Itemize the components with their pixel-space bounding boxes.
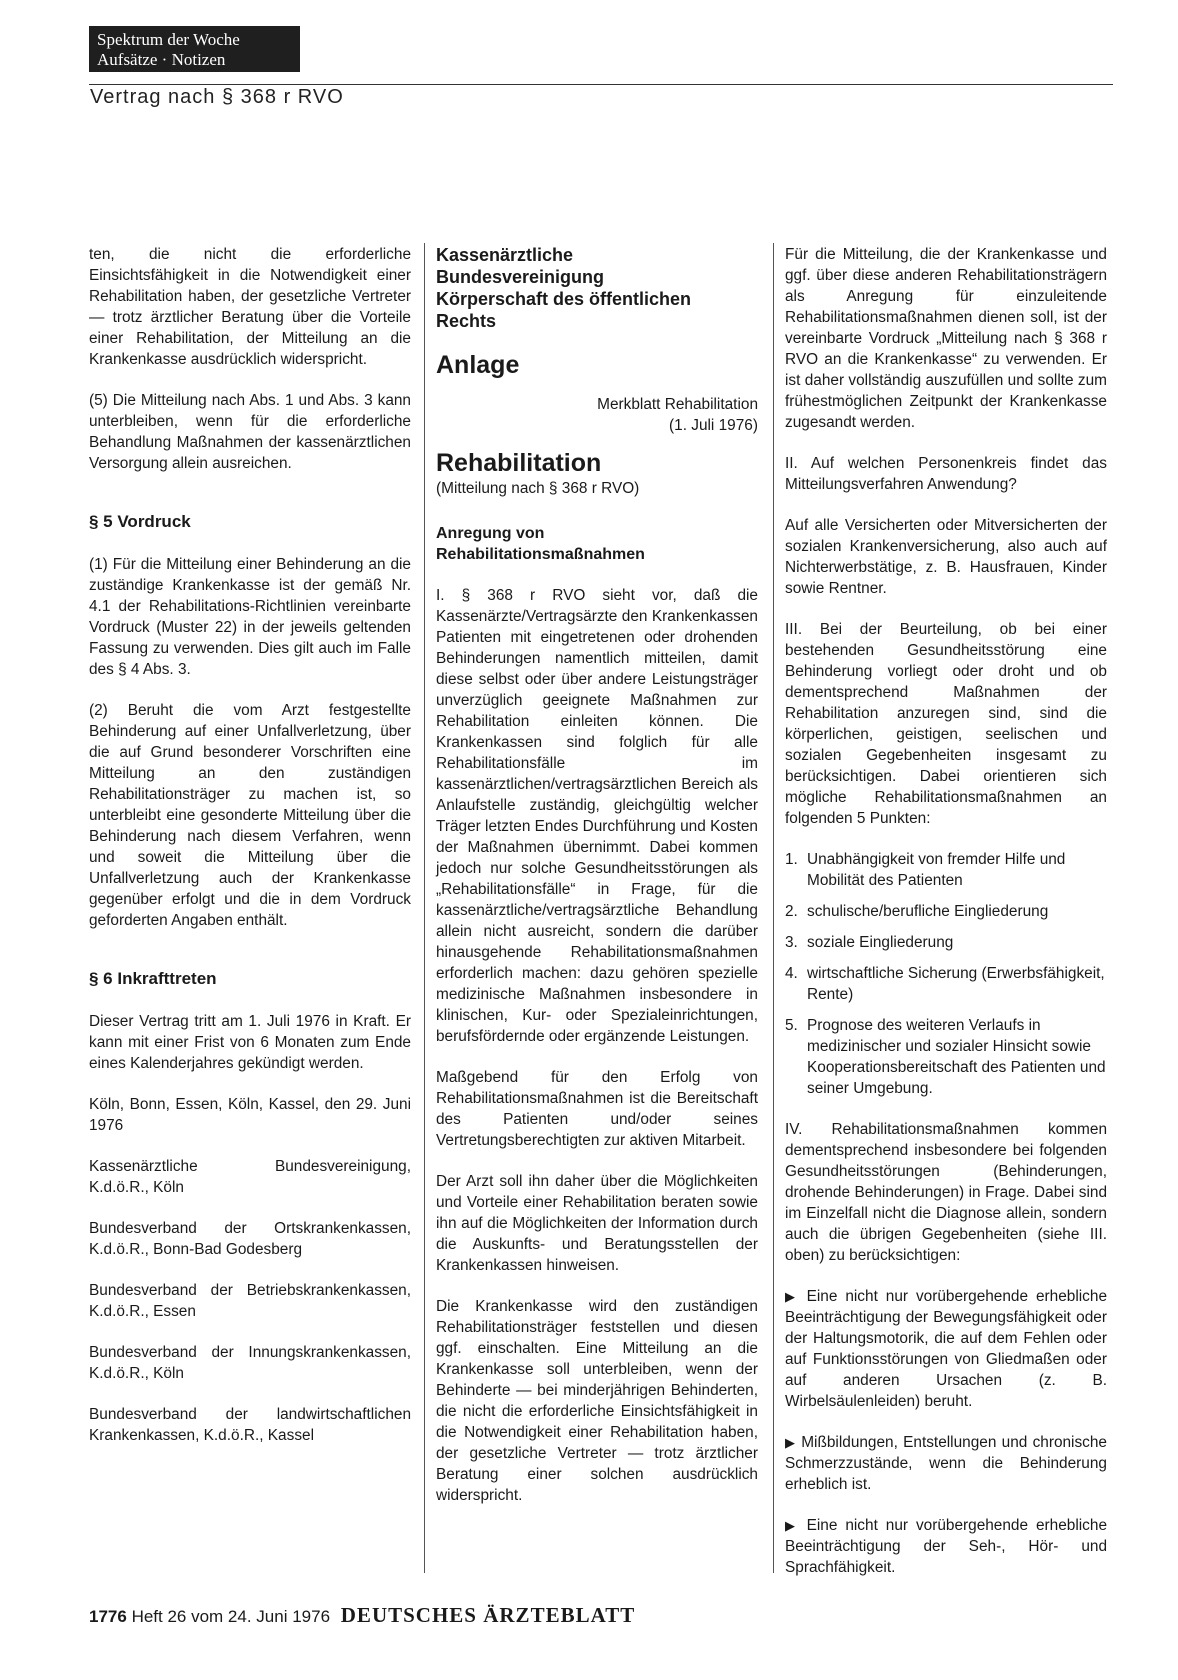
column-divider-1 [424,243,425,1573]
list-item [785,849,1107,891]
paragraph: Für die Mitteilung, die der Krankenkasse und ggf. über diese anderen Rehabilitationsträgern als Anregung für einzuleitende Rehabilitationsmaßnahmen dienen soll, ist der vereinbarte Vordruck „Mitteilung nach § 368 r RVO an die Krankenkasse“ zu verwenden. Er ist daher vollständig auszufüllen und sollte zum frühestmöglichen Zeitpunkt der Krankenkasse zugesandt werden. [785,246,1107,431]
list-item [785,963,1107,1005]
rehabilitation-subheading: (Mitteilung nach § 368 r RVO) [436,480,640,497]
list-text: soziale Eingliederung [807,934,954,951]
paragraph: Maßgebend für den Erfolg von Rehabilitationsmaßnahmen ist die Bereitschaft des Patienten und/oder seines Vertretungsberechtigten zur aktiven Mitarbeit. [436,1069,758,1149]
merkblatt-title: Merkblatt Rehabilitation [597,396,758,413]
paragraph: (1) Für die Mitteilung einer Behinderung an die zuständige Krankenkasse ist der gemäß Nr. 4.1 der Rehabilitations-Richtlinien vereinbarte Vordruck (Muster 22) in der jeweils geltenden Fassung zu verwenden. Dies gilt auch im Falle des § 4 Abs. 3. [89,556,411,678]
signatory-4: Bundesverband der Innungskrankenkassen, K.d.ö.R., Köln [89,1344,411,1382]
list-item [785,1015,1107,1099]
section-heading-5: § 5 Vordruck [89,512,191,531]
page-footer [89,1603,635,1628]
badge-line-1: Spektrum der Woche [97,30,240,49]
bullet-item [785,1432,1107,1495]
list-number: 5. [785,1017,798,1034]
paragraph: Die Krankenkasse wird den zuständigen Rehabilitationsträger feststellen und diesen ggf. einschalten. Eine Mitteilung an die Krankenkasse soll unterbleiben, wenn der Behinderte — bei minderjährigen Behinderten, die nicht die erforderliche Einsichtsfähigkeit in die Notwendigkeit einer Rehabilitation haben, der gesetzliche Vertreter — trotz ärztlicher Beratung einer solchen ausdrücklich widerspricht. [436,1298,758,1504]
badge-line-2: Aufsätze · Notizen [97,50,226,69]
list-text: schulische/berufliche Eingliederung [807,903,1049,920]
bullet-text: Eine nicht nur vorübergehende erhebliche Beeinträchtigung der Bewegungsfähigkeit oder der Haltungsmotorik, die auf dem Fehlen oder auf Funktionsstörungen von Gliedmaßen oder auf anderen Ursachen (z. B. Wirbelsäulenleiden) beruht. [785,1288,1107,1410]
org-line: Bundesvereinigung [436,267,605,287]
magazine-name: DEUTSCHES ÄRZTEBLATT [340,1603,636,1627]
list-item [785,932,1107,953]
section-badge [89,26,300,72]
signatory-3: Bundesverband der Betriebskrankenkassen, K.d.ö.R., Essen [89,1282,411,1320]
column-2 [436,244,758,1506]
bullet-text: Mißbildungen, Entstellungen und chronische Schmerzzustände, wenn die Behinderung erheblich ist. [785,1434,1107,1493]
list-text: Unabhängigkeit von fremder Hilfe und Mobilität des Patienten [807,851,1066,889]
paragraph: II. Auf welchen Personenkreis findet das Mitteilungsverfahren Anwendung? [785,455,1107,493]
signatory-2: Bundesverband der Ortskrankenkassen, K.d.ö.R., Bonn-Bad Godesberg [89,1220,411,1258]
page-subject: Vertrag nach § 368 r RVO [90,86,344,108]
triangle-bullet-icon: ▶ [785,1518,799,1533]
bullet-item [785,1515,1107,1578]
signatory-text: K.d.ö.R., Köln [89,1179,184,1196]
signatory-1 [89,1156,411,1177]
bullet-item [785,1286,1107,1412]
triangle-bullet-icon: ▶ [785,1289,799,1304]
page-number: 1776 [89,1607,127,1626]
org-line: Körperschaft des öffentlichen [436,289,692,309]
place-date: Köln, Bonn, Essen, Köln, Kassel, den 29. Juni 1976 [89,1096,411,1134]
subheading: Rehabilitationsmaßnahmen [436,546,645,563]
paragraph: ten, die nicht die erforderliche Einsichtsfähigkeit in die Notwendigkeit einer Rehabilitation haben, der gesetzliche Vertreter — trotz ärztlicher Beratung über die Vorteile einer Rehabilitation, der Mitteilung an die Krankenkasse ausdrücklich widerspricht. [89,246,411,368]
issue-info: Heft 26 vom 24. Juni 1976 [131,1607,331,1626]
paragraph: (5) Die Mitteilung nach Abs. 1 und Abs. 3 kann unterbleiben, wenn für die erforderliche Behandlung Maßnahmen der kassenärztlichen Versorgung allein ausreichen. [89,392,411,472]
paragraph: I. § 368 r RVO sieht vor, daß die Kassenärzte/Vertragsärzte den Krankenkassen Patienten mit eingetretenen oder drohenden Behinderungen namentlich mitteilen, damit diese selbst oder über andere Leistungsträger unverzüglich geeignete Maßnahmen zur Rehabilitation einleiten können. Die Krankenkassen sind folglich für alle Rehabilitationsfälle im kassenärztlichen/vertragsärztlichen Bereich als Anlaufstelle zuständig, gleichgültig welcher Träger letzten Endes Durchführung und Kosten der Maßnahmen übernimmt. Dabei kommen jedoch nur solche Gesundheitsstörungen als „Rehabilitationsfälle“ in Frage, für die kassenärztliche/vertragsärztliche Behandlung allein nicht ausreicht, sondern die darüber hinausgehende Rehabilitationsmaßnahmen erforderlich machen: dazu gehören spezielle medizinische Maßnahmen insbesondere in klinischen, Kur- oder Spezialeinrichtungen, berufsfördernde oder ergänzende Leistungen. [436,587,758,1045]
section-heading-6: § 6 Inkrafttreten [89,969,217,988]
paragraph: Der Arzt soll ihn daher über die Möglichkeiten und Vorteile einer Rehabilitation beraten sowie ihn auf die Möglichkeiten der Information durch die Auskunfts- und Beratungsstellen der Krankenkassen hinweisen. [436,1173,758,1274]
paragraph: Dieser Vertrag tritt am 1. Juli 1976 in Kraft. Er kann mit einer Frist von 6 Monaten zum Ende eines Kalenderjahres gekündigt werden. [89,1013,411,1072]
org-line: Rechts [436,311,497,331]
paragraph: (2) Beruht die vom Arzt festgestellte Behinderung auf einer Unfallverletzung, über die auf Grund besonderer Vorschriften eine Mitteilung an den zuständigen Rehabilitationsträger zu machen ist, so unterbleibt eine gesonderte Mitteilung über die Behinderung nach diesem Verfahren, wenn und soweit die Mitteilung über die Unfallverletzung auch der Krankenkasse gegenüber erfolgt und die in dem Vordruck geforderten Angaben enthält. [89,702,411,929]
header-rule [89,84,1113,85]
list-text: wirtschaftliche Sicherung (Erwerbsfähigkeit, Rente) [807,965,1105,1003]
bullet-text: Eine nicht nur vorübergehende erhebliche Beeinträchtigung der Seh-, Hör- und Sprachfähigkeit. [785,1517,1107,1576]
triangle-bullet-icon: ▶ [785,1435,796,1450]
list-text: Prognose des weiteren Verlaufs in medizinischer und sozialer Hinsicht sowie Kooperationsbereitschaft des Patienten und seiner Umgebung. [807,1017,1106,1097]
signatory-text: Kassenärztliche [89,1158,198,1175]
column-divider-2 [773,243,774,1573]
list-number: 2. [785,903,798,920]
column-1 [89,244,411,1446]
rehabilitation-heading: Rehabilitation [436,449,602,477]
column-3 [785,244,1107,1578]
list-number: 4. [785,965,798,982]
list-item [785,901,1107,922]
signatory-text: Bundesvereinigung, [274,1158,411,1175]
paragraph: Auf alle Versicherten oder Mitversicherten der sozialen Krankenversicherung, also auch auf Nichterwerbstätige, z. B. Hausfrauen, Kinder sowie Rentner. [785,517,1107,597]
list-number: 3. [785,934,798,951]
paragraph: IV. Rehabilitationsmaßnahmen kommen dementsprechend insbesondere bei folgenden Gesundheitsstörungen (Behinderungen, drohende Behinderungen) in Frage. Dabei sind im Einzelfall nicht die Diagnose allein, sondern auch die übrigen Gegebenheiten (siehe III. oben) zu berücksichtigen: [785,1121,1107,1264]
org-line: Kassenärztliche [436,245,574,265]
signatory-5: Bundesverband der landwirtschaftlichen Krankenkassen, K.d.ö.R., Kassel [89,1406,411,1444]
anlage-heading: Anlage [436,351,520,379]
merkblatt-date: (1. Juli 1976) [669,417,758,434]
list-number: 1. [785,851,798,868]
subheading: Anregung von [436,525,545,542]
paragraph: III. Bei der Beurteilung, ob bei einer bestehenden Gesundheitsstörung eine Behinderung vorliegt oder droht und ob dementsprechend Maßnahmen der Rehabilitation anzuregen sind, sind die körperlichen, geistigen, seelischen und sozialen Gegebenheiten insgesamt zu berücksichtigen. Dabei orientieren sich mögliche Rehabilitationsmaßnahmen an folgenden 5 Punkten: [785,621,1107,827]
